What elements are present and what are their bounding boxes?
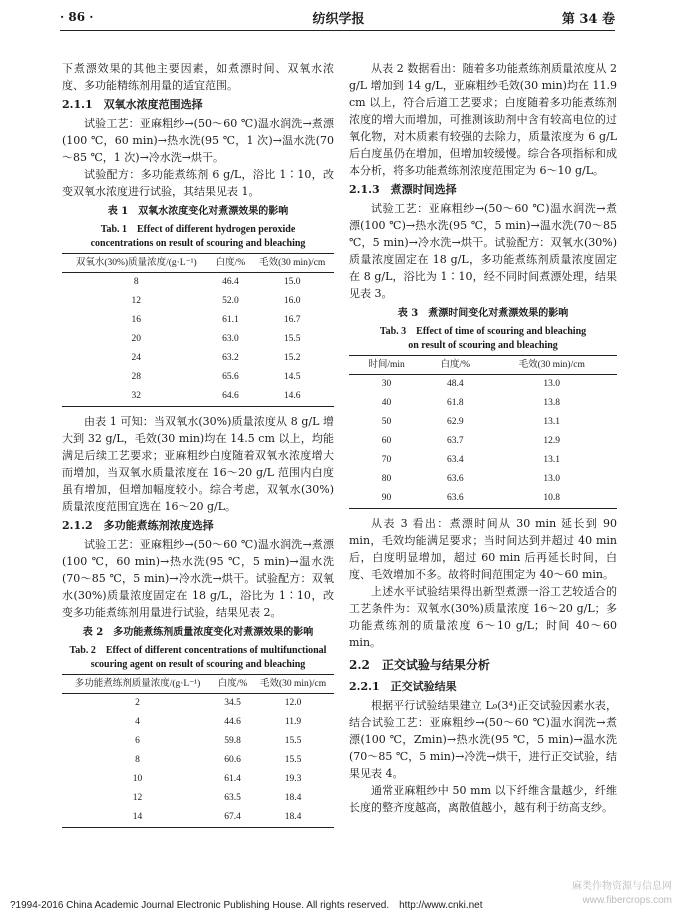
paragraph: 试验工艺：亚麻粗纱→(50～60 ℃)温水润洗→煮漂(100 ℃，60 min)→热水洗(95 ℃，5 min)→温水洗(70～85 ℃，5 min)→冷水洗→烘干。试验配方：双氧水(30%)质量浓度固定在 18 g/L，浴比为 1∶10，改变多功能煮练剂用量进行试验，结果见表 2。 bbox=[62, 538, 334, 619]
table-cell: 60.6 bbox=[224, 755, 241, 765]
table-2-caption-en: Tab. 2 Effect of different concentrations of multifunctional scouring agent on result of scouring and bleaching bbox=[69, 645, 327, 670]
table-row bbox=[62, 368, 334, 387]
table-cell: 34.5 bbox=[224, 698, 241, 708]
table-cell: 24 bbox=[131, 353, 141, 363]
table-cell: 63.4 bbox=[446, 455, 464, 465]
table-cell: 14.5 bbox=[283, 372, 301, 382]
table-cell: 48.4 bbox=[446, 379, 464, 389]
table-cell: 63.2 bbox=[222, 353, 239, 363]
table-row bbox=[62, 311, 334, 330]
table-cell: 2 bbox=[135, 698, 140, 708]
table-cell: 13.1 bbox=[543, 455, 561, 465]
table-row bbox=[349, 375, 617, 395]
paragraph: 根据平行试验结果建立 L₉(3⁴)正交试验因素水表，结合试验工艺：亚麻粗纱→(50～60 ℃)温水润洗→煮漂(100 ℃，Zmin)→热水洗(95 ℃，5 min)→温水洗(70～85 ℃，5 min)→冷洗→烘干，进行正交试验，结果见表 4。 bbox=[349, 699, 617, 780]
table-cell: 64.6 bbox=[222, 391, 239, 401]
table-cell: 13.0 bbox=[543, 474, 561, 484]
volume-label: 第 34 卷 bbox=[561, 12, 615, 27]
table-header: 毛效(30 min)/cm bbox=[518, 360, 585, 370]
table-cell: 46.4 bbox=[222, 277, 239, 287]
table-cell: 15.5 bbox=[284, 736, 302, 746]
table-row bbox=[62, 694, 334, 714]
table-cell: 40 bbox=[381, 398, 392, 408]
paragraph: 试验工艺：亚麻粗纱→(50～60 ℃)温水润洗→煮漂(100 ℃，60 min)→热水洗(95 ℃，1 次)→温水洗(70～85 ℃，1 次)→冷水洗→烘干。 bbox=[62, 117, 334, 164]
copyright-footer: ?1994-2016 China Academic Journal Electronic Publishing House. All rights reserved. http://www.cnki.net bbox=[10, 900, 483, 911]
paragraph: 通常亚麻粗纱中 50 mm 以下纤维含量越少，纤维长度的整齐度越高，离散值越小，越有利于纺高支纱。 bbox=[349, 784, 617, 814]
table-row bbox=[62, 273, 334, 293]
table-header: 多功能煮练剂质量浓度/(g·L⁻¹) bbox=[74, 679, 201, 689]
table-2-caption-cn: 表 2 多功能煮练剂质量浓度变化对煮漂效果的影响 bbox=[82, 627, 314, 638]
table-cell: 63.6 bbox=[446, 493, 464, 503]
table-cell: 4 bbox=[135, 717, 140, 727]
table-cell: 12.0 bbox=[284, 698, 302, 708]
table-cell: 11.9 bbox=[284, 717, 302, 727]
header-rule bbox=[60, 30, 615, 31]
table-header: 毛效(30 min)/cm bbox=[259, 258, 326, 268]
table-cell: 14.6 bbox=[283, 391, 301, 401]
right-column bbox=[349, 60, 617, 816]
page-header bbox=[0, 0, 677, 40]
table-3-caption-cn: 表 3 煮漂时间变化对煮漂效果的影响 bbox=[397, 308, 569, 319]
table-cell: 61.8 bbox=[446, 398, 464, 408]
table-row bbox=[349, 432, 617, 451]
table-1-caption-en: Tab. 1 Effect of different hydrogen peroxide concentrations on result of scouring and bleaching bbox=[90, 224, 306, 249]
intro-paragraph: 下煮漂效果的其他主要因素，如煮漂时间、双氧水浓度、多功能精练剂用量的适宜范围。 bbox=[62, 62, 334, 92]
section-2-1-3-title: 2.1.3 煮漂时间选择 bbox=[349, 183, 457, 196]
table-cell: 50 bbox=[381, 417, 392, 427]
table-cell: 15.2 bbox=[283, 353, 301, 363]
table-cell: 63.6 bbox=[446, 474, 464, 484]
table-cell: 70 bbox=[381, 455, 392, 465]
table-row bbox=[62, 808, 334, 828]
table-row bbox=[62, 330, 334, 349]
table-cell: 12.9 bbox=[543, 436, 561, 446]
table-cell: 44.6 bbox=[224, 717, 241, 727]
table-row bbox=[62, 770, 334, 789]
table-row bbox=[349, 470, 617, 489]
table-cell: 61.1 bbox=[222, 315, 239, 325]
table-row bbox=[62, 292, 334, 311]
table-header: 毛效(30 min)/cm bbox=[259, 679, 327, 689]
paragraph: 上述水平试验结果得出新型煮漂一浴工艺较适合的工艺条件为：双氧水(30%)质量浓度 16～20 g/L；多功能煮练剂的质量浓度 6～10 g/L；时间 40～60 min。 bbox=[349, 585, 617, 649]
table-cell: 90 bbox=[381, 493, 392, 503]
paragraph: 试验工艺：亚麻粗纱→(50～60 ℃)温水润洗→煮漂(100 ℃)→热水洗(95 ℃，5 min)→温水洗(70～85 ℃，5 min)→冷水洗→烘干。试验配方：双氧水(30%)质量浓度固定在 18 g/L，多功能煮练剂质量浓度固定在 8 g/L，浴比为 1∶10，经不同时间煮漂处理，结果见表 3。 bbox=[349, 202, 617, 300]
table-cell: 28 bbox=[131, 372, 141, 382]
journal-name: 纺织学报 bbox=[312, 12, 365, 27]
table-cell: 15.5 bbox=[284, 755, 302, 765]
table-row bbox=[62, 789, 334, 808]
table-header: 白度/% bbox=[217, 679, 248, 689]
table-cell: 65.6 bbox=[222, 372, 239, 382]
table-row bbox=[349, 394, 617, 413]
table-cell: 30 bbox=[381, 379, 392, 389]
table-row bbox=[62, 732, 334, 751]
left-column bbox=[62, 60, 334, 834]
watermark: 麻类作物资源与信息网 www.fibercrops.com bbox=[572, 881, 672, 906]
table-2 bbox=[62, 674, 334, 828]
table-cell: 6 bbox=[135, 736, 140, 746]
table-cell: 16.7 bbox=[283, 315, 301, 325]
section-2-1-1-title: 2.1.1 双氧水浓度范围选择 bbox=[62, 98, 203, 111]
table-header: 白度/% bbox=[215, 258, 246, 268]
table-cell: 13.8 bbox=[543, 398, 561, 408]
table-1-caption-cn: 表 1 双氧水浓度变化对煮漂效果的影响 bbox=[107, 206, 289, 217]
table-cell: 67.4 bbox=[224, 812, 241, 822]
table-row bbox=[349, 413, 617, 432]
table-row bbox=[62, 349, 334, 368]
section-2-2-title: 2.2 正交试验与结果分析 bbox=[349, 658, 490, 672]
table-cell: 15.0 bbox=[283, 277, 301, 287]
table-cell: 18.4 bbox=[284, 812, 302, 822]
table-cell: 61.4 bbox=[224, 774, 241, 784]
paragraph: 从表 3 看出：煮漂时间从 30 min 延长到 90 min，毛效均能满足要求；当时间达到并超过 40 min 后，白度明显增加，超过 60 min 后再延长时间，白度、毛效增加不多。故将时间范围定为 40～60 min。 bbox=[349, 517, 617, 581]
table-row bbox=[62, 713, 334, 732]
table-header: 白度/% bbox=[440, 360, 471, 370]
table-row bbox=[349, 489, 617, 509]
table-header: 时间/min bbox=[368, 360, 405, 370]
paragraph: 由表 1 可知：当双氧水(30%)质量浓度从 8 g/L 增大到 32 g/L，毛效(30 min)均在 14.5 cm 以上，均能满足后续工艺要求；亚麻粗纱白度随着双氧水浓度增大而增加，当双氧水质量浓度在 16～20 g/L 范围内白度虽有增加，但增加幅度较小。综合考虑，双氧水(30%)质量浓度范围宜选在 16～20 g/L。 bbox=[62, 415, 334, 513]
table-cell: 80 bbox=[381, 474, 392, 484]
table-cell: 13.1 bbox=[543, 417, 561, 427]
table-cell: 63.0 bbox=[222, 334, 239, 344]
table-cell: 52.0 bbox=[222, 296, 239, 306]
table-cell: 15.5 bbox=[283, 334, 301, 344]
table-3-caption-en: Tab. 3 Effect of time of scouring and bleaching on result of scouring and bleaching bbox=[379, 326, 587, 351]
table-cell: 32 bbox=[131, 391, 141, 401]
table-cell: 14 bbox=[132, 812, 143, 822]
table-cell: 12 bbox=[132, 793, 143, 803]
table-cell: 12 bbox=[131, 296, 141, 306]
table-cell: 63.5 bbox=[224, 793, 241, 803]
table-cell: 8 bbox=[135, 755, 140, 765]
table-row bbox=[62, 751, 334, 770]
table-cell: 8 bbox=[133, 277, 139, 287]
table-row bbox=[349, 451, 617, 470]
table-cell: 19.3 bbox=[284, 774, 302, 784]
table-cell: 63.7 bbox=[446, 436, 464, 446]
table-3 bbox=[349, 355, 617, 509]
table-row bbox=[62, 387, 334, 407]
table-1 bbox=[62, 253, 334, 407]
table-cell: 62.9 bbox=[446, 417, 464, 427]
table-cell: 20 bbox=[131, 334, 141, 344]
table-header: 双氧水(30%)质量浓度/(g·L⁻¹) bbox=[75, 258, 197, 268]
paragraph: 试验配方：多功能煮练剂 6 g/L，浴比 1∶10，改变双氧水浓度进行试验，其结果见表 1。 bbox=[62, 168, 334, 198]
table-cell: 59.8 bbox=[224, 736, 241, 746]
section-2-1-2-title: 2.1.2 多功能煮练剂浓度选择 bbox=[62, 519, 214, 532]
paragraph: 从表 2 数据看出：随着多功能煮练剂质量浓度从 2 g/L 增加到 14 g/L，亚麻粗纱毛效(30 min)均在 11.9 cm 以上，符合后道工艺要求；白度随着多功能煮练剂浓度的增大而增加，可推测该助剂中含有较高电位的过氧化物，对木质素有较强的去除力，质量浓度为 6 g/L 后白度虽仍在增加，但增加较缓慢。综合各项指标和成本分析，将多功能煮练剂浓度范围定为 6～10 g/L。 bbox=[349, 62, 617, 177]
page-number: · 86 · bbox=[60, 10, 94, 24]
table-cell: 60 bbox=[381, 436, 392, 446]
table-cell: 18.4 bbox=[284, 793, 302, 803]
table-cell: 16 bbox=[131, 315, 141, 325]
table-cell: 10.8 bbox=[543, 493, 561, 503]
section-2-2-1-title: 2.2.1 正交试验结果 bbox=[349, 680, 457, 693]
table-cell: 13.0 bbox=[543, 379, 561, 389]
table-cell: 10 bbox=[132, 774, 143, 784]
table-cell: 16.0 bbox=[283, 296, 301, 306]
